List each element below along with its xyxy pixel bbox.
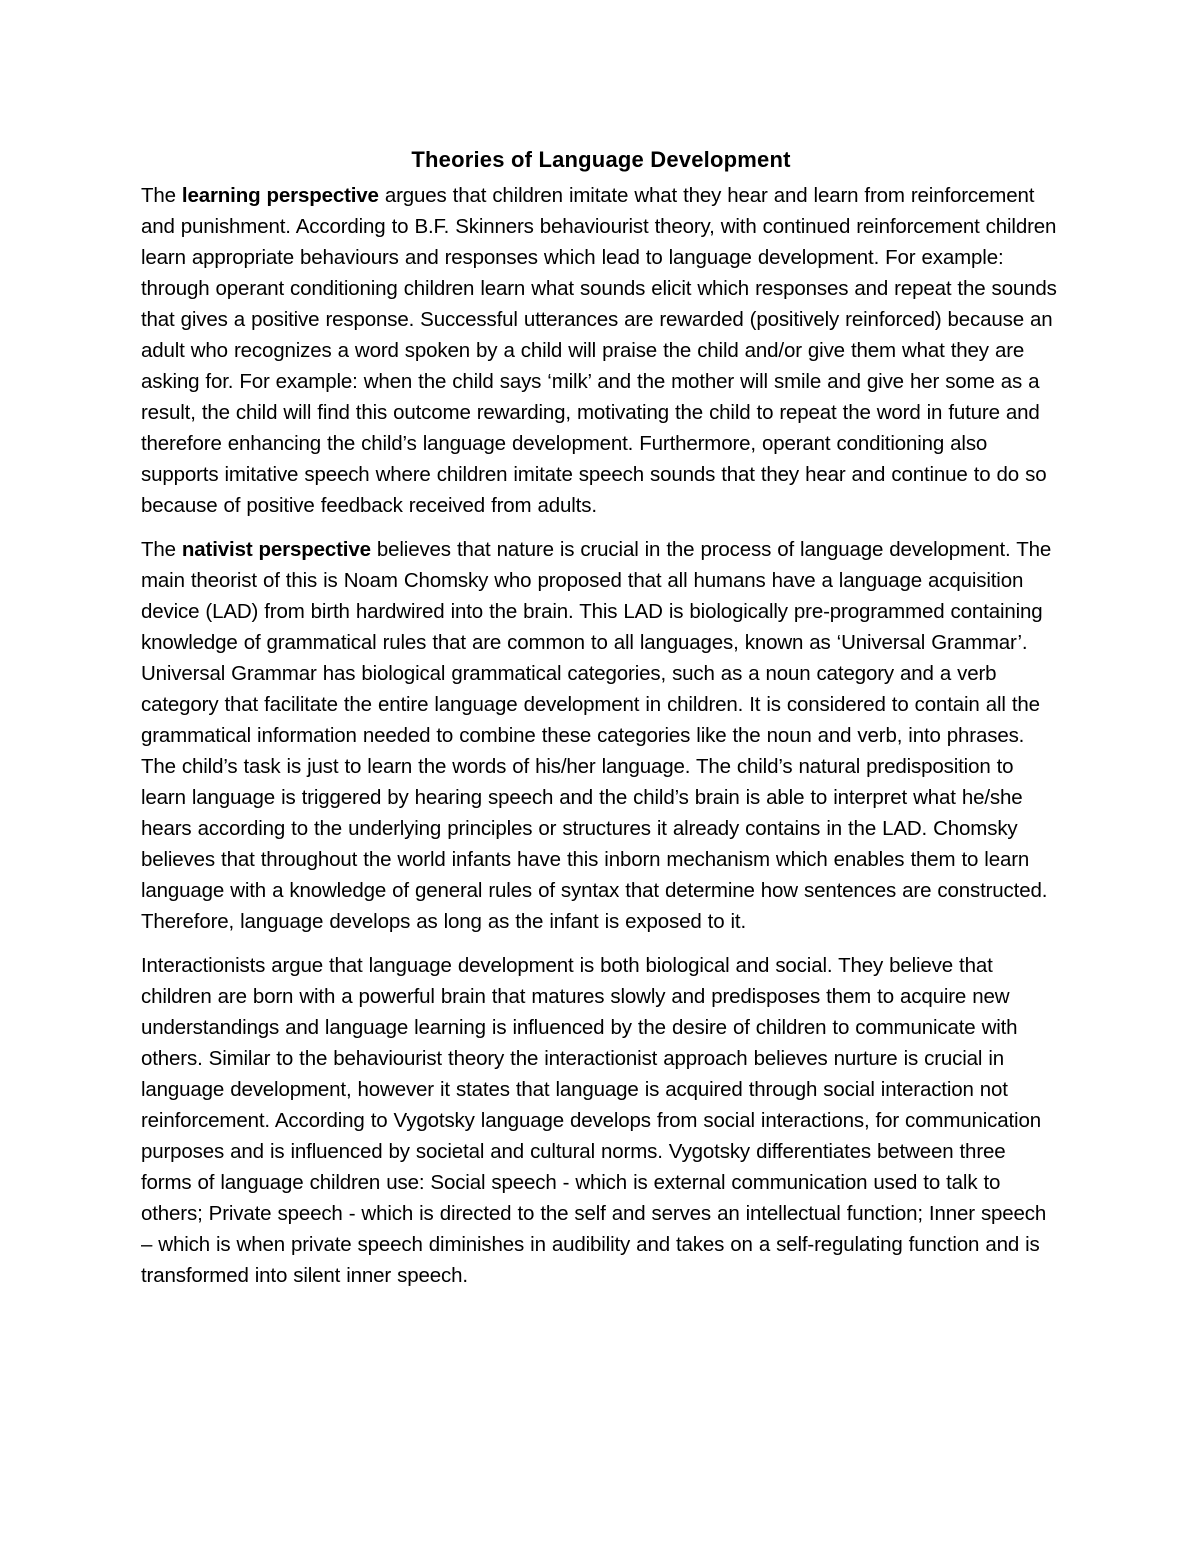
document-page xyxy=(141,140,1061,1304)
paragraph-lead: The xyxy=(141,538,182,561)
paragraph-nativist-perspective xyxy=(141,534,1061,937)
document-title: Theories of Language Development xyxy=(411,147,791,172)
bold-term-nativist-perspective: nativist perspective xyxy=(181,538,371,561)
paragraph-body: argues that children imitate what they hear and learn from reinforcement and punishment. According to B.F. Skinners behaviourist theory, with continued reinforcement children learn appropriate behaviours and responses which lead to language development. For example: through operant conditioning children learn what sounds elicit which responses and repeat the sounds that gives a positive response. Successful utterances are rewarded (positively reinforced) because an adult who recognizes a word spoken by a child will praise the child and/or give them what they are asking for. For example: when the child says ‘milk’ and the mother will smile and give her some as a result, the child will find this outcome rewarding, motivating the child to repeat the word in future and therefore enhancing the child’s language development. Furthermore, operant conditioning also supports imitative speech where children imitate speech sounds that they hear and continue to do so because of positive feedback received from adults. xyxy=(141,184,1057,517)
paragraph-body: believes that nature is crucial in the process of language development. The main theorist of this is Noam Chomsky who proposed that all humans have a language acquisition device (LAD) from birth hardwired into the brain. This LAD is biologically pre-programmed containing knowledge of grammatical rules that are common to all languages, known as ‘Universal Grammar’. Universal Grammar has biological grammatical categories, such as a noun category and a verb category that facilitate the entire language development in children. It is considered to contain all the grammatical information needed to combine these categories like the noun and verb, into phrases. The child’s task is just to learn the words of his/her language. The child’s natural predisposition to learn language is triggered by hearing speech and the child’s brain is able to interpret what he/she hears according to the underlying principles or structures it already contains in the LAD. Chomsky believes that throughout the world infants have this inborn mechanism which enables them to learn language with a knowledge of general rules of syntax that determine how sentences are constructed. Therefore, language develops as long as the infant is exposed to it. xyxy=(141,538,1052,933)
paragraph-learning-perspective xyxy=(141,180,1061,521)
paragraph-interactionists: Interactionists argue that language development is both biological and social. They believe that children are born with a powerful brain that matures slowly and predisposes them to acquire new understandings and language learning is influenced by the desire of children to communicate with others. Similar to the behaviourist theory the interactionist approach believes nurture is crucial in language development, however it states that language is acquired through social interaction not reinforcement. According to Vygotsky language develops from social interactions, for communication purposes and is influenced by societal and cultural norms. Vygotsky differentiates between three forms of language children use: Social speech - which is external communication used to talk to others; Private speech - which is directed to the self and serves an intellectual function; Inner speech – which is when private speech diminishes in audibility and takes on a self-regulating function and is transformed into silent inner speech. xyxy=(141,954,1047,1287)
paragraph-lead: The xyxy=(141,184,182,207)
bold-term-learning-perspective: learning perspective xyxy=(181,184,379,207)
